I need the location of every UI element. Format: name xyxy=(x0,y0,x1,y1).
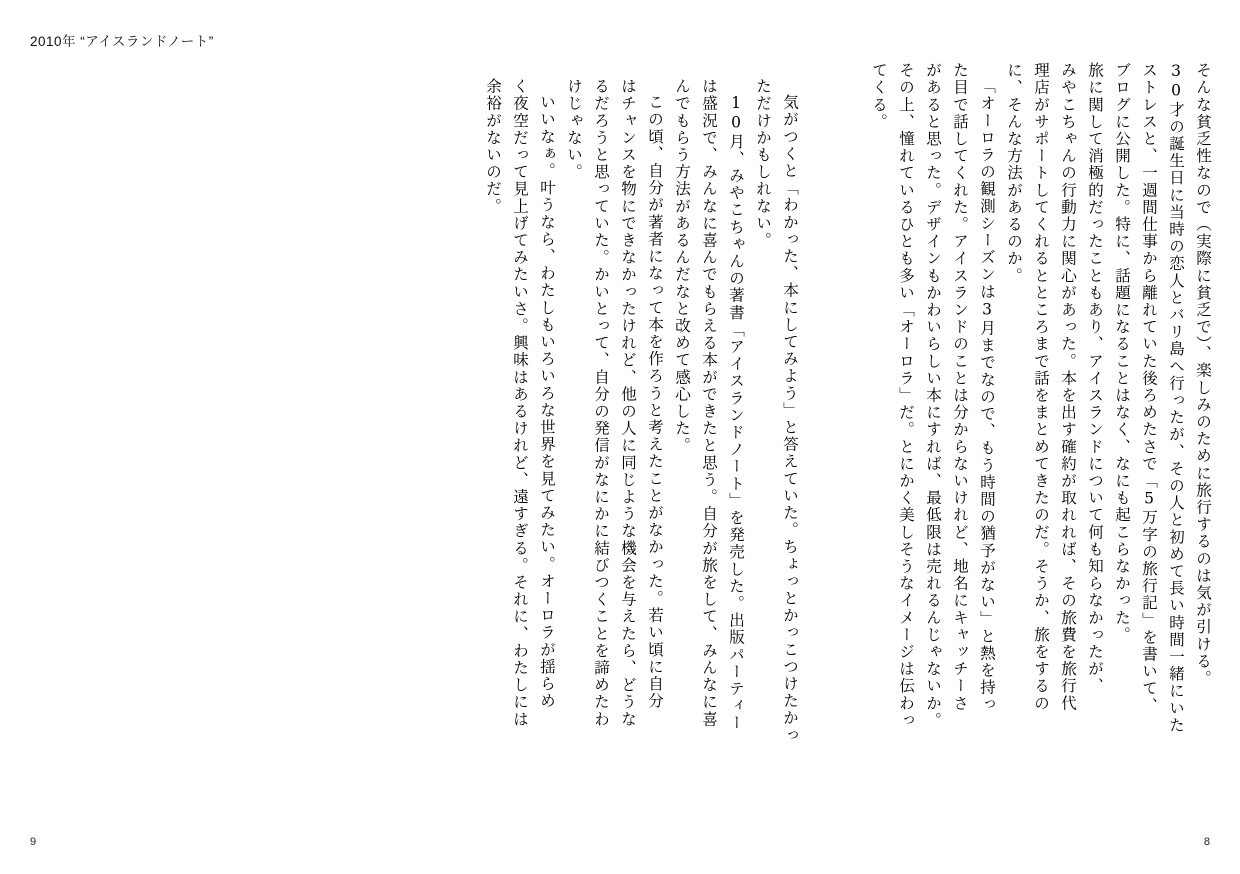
text-column: ブログに公開した。特に、話題になることはなく、なにも起こらなかった。 xyxy=(1113,62,1131,644)
text-column: はチャンスを物にできなかったけれど、他の人に同じような機会を与えたら、どうな xyxy=(619,78,637,728)
text-column: た目で話してくれた。アイスランドのことは分からないけれど、地名にキャッチーさ xyxy=(951,62,969,712)
text-column: があると思った。デザインもかわいらしい本にすれば、最低限は売れるんじゃないか。 xyxy=(924,62,942,729)
text-column: ただけかもしれない。 xyxy=(754,78,772,249)
folio-right: 8 xyxy=(1203,836,1210,848)
text-column: その上、憧れているひとも多い「オーロラ」だ。とにかく美しそうなイメージは伝わっ xyxy=(897,62,915,729)
text-column: は盛況で、みんなに喜んでもらえる本ができたと思う。自分が旅をして、みんなに喜 xyxy=(700,78,718,728)
text-column: 10月、みやこちゃんの著書「アイスランドノート」を発売した。出版パーティー xyxy=(727,94,745,732)
text-column: んでもらう方法があるんだなと改めて感心した。 xyxy=(673,78,691,455)
text-column: この頃、自分が著者になって本を作ろうと考えたことがなかった。若い頃に自分 xyxy=(646,94,664,710)
text-column: 「オーロラの観測シーズンは3月までなので、もう時間の猶予がない」と熱を持っ xyxy=(978,78,996,714)
text-column: みやこちゃんの行動力に関心があった。本を出す確約が取れれば、その旅費を旅行代 xyxy=(1059,62,1077,712)
text-column: く夜空だって見上げてみたいさ。興味はあるけれど、遠すぎる。それに、わたしには xyxy=(511,78,529,728)
text-column: 気がつくと「わかった、本にしてみよう」と答えていた。ちょっとかっこつけたかっ xyxy=(781,94,799,744)
text-column: ストレスと、一週間仕事から離れていた後ろめたさで「5万字の旅行記」を書いて、 xyxy=(1140,62,1158,715)
text-column: るだろうと思っていた。かいとって、自分の発信がなにかに結びつくことを諦めたわ xyxy=(592,78,610,728)
text-column: 旅に関して消極的だったこともあり、アイスランドについて何も知らなかったが、 xyxy=(1086,62,1104,695)
text-column: 理店がサポートしてくれるとところまで話をまとめてきたのだ。そうか、旅をするの xyxy=(1032,62,1050,712)
folio-left: 9 xyxy=(30,836,37,848)
text-column: 余裕がないのだ。 xyxy=(484,78,502,215)
text-column: いいなぁ。叶うなら、わたしもいろいろな世界を見てみたい。オーロラが揺らめ xyxy=(538,94,556,710)
text-column: そんな貧乏性なので（実際に貧乏で）、楽しみのために旅行するのは気が引ける。 xyxy=(1194,62,1212,687)
text-body xyxy=(30,62,1210,832)
text-column: てくる。 xyxy=(870,62,888,131)
text-column: けじゃない。 xyxy=(565,78,583,181)
page-gutter xyxy=(797,62,859,63)
text-column: に、そんな方法があるのか。 xyxy=(1005,62,1023,285)
text-column: 30才の誕生日に当時の恋人とバリ島へ行ったが、その人と初めて長い時間一緒にいた xyxy=(1167,62,1185,734)
running-header: 2010年 “アイスランドノート” xyxy=(30,34,214,49)
